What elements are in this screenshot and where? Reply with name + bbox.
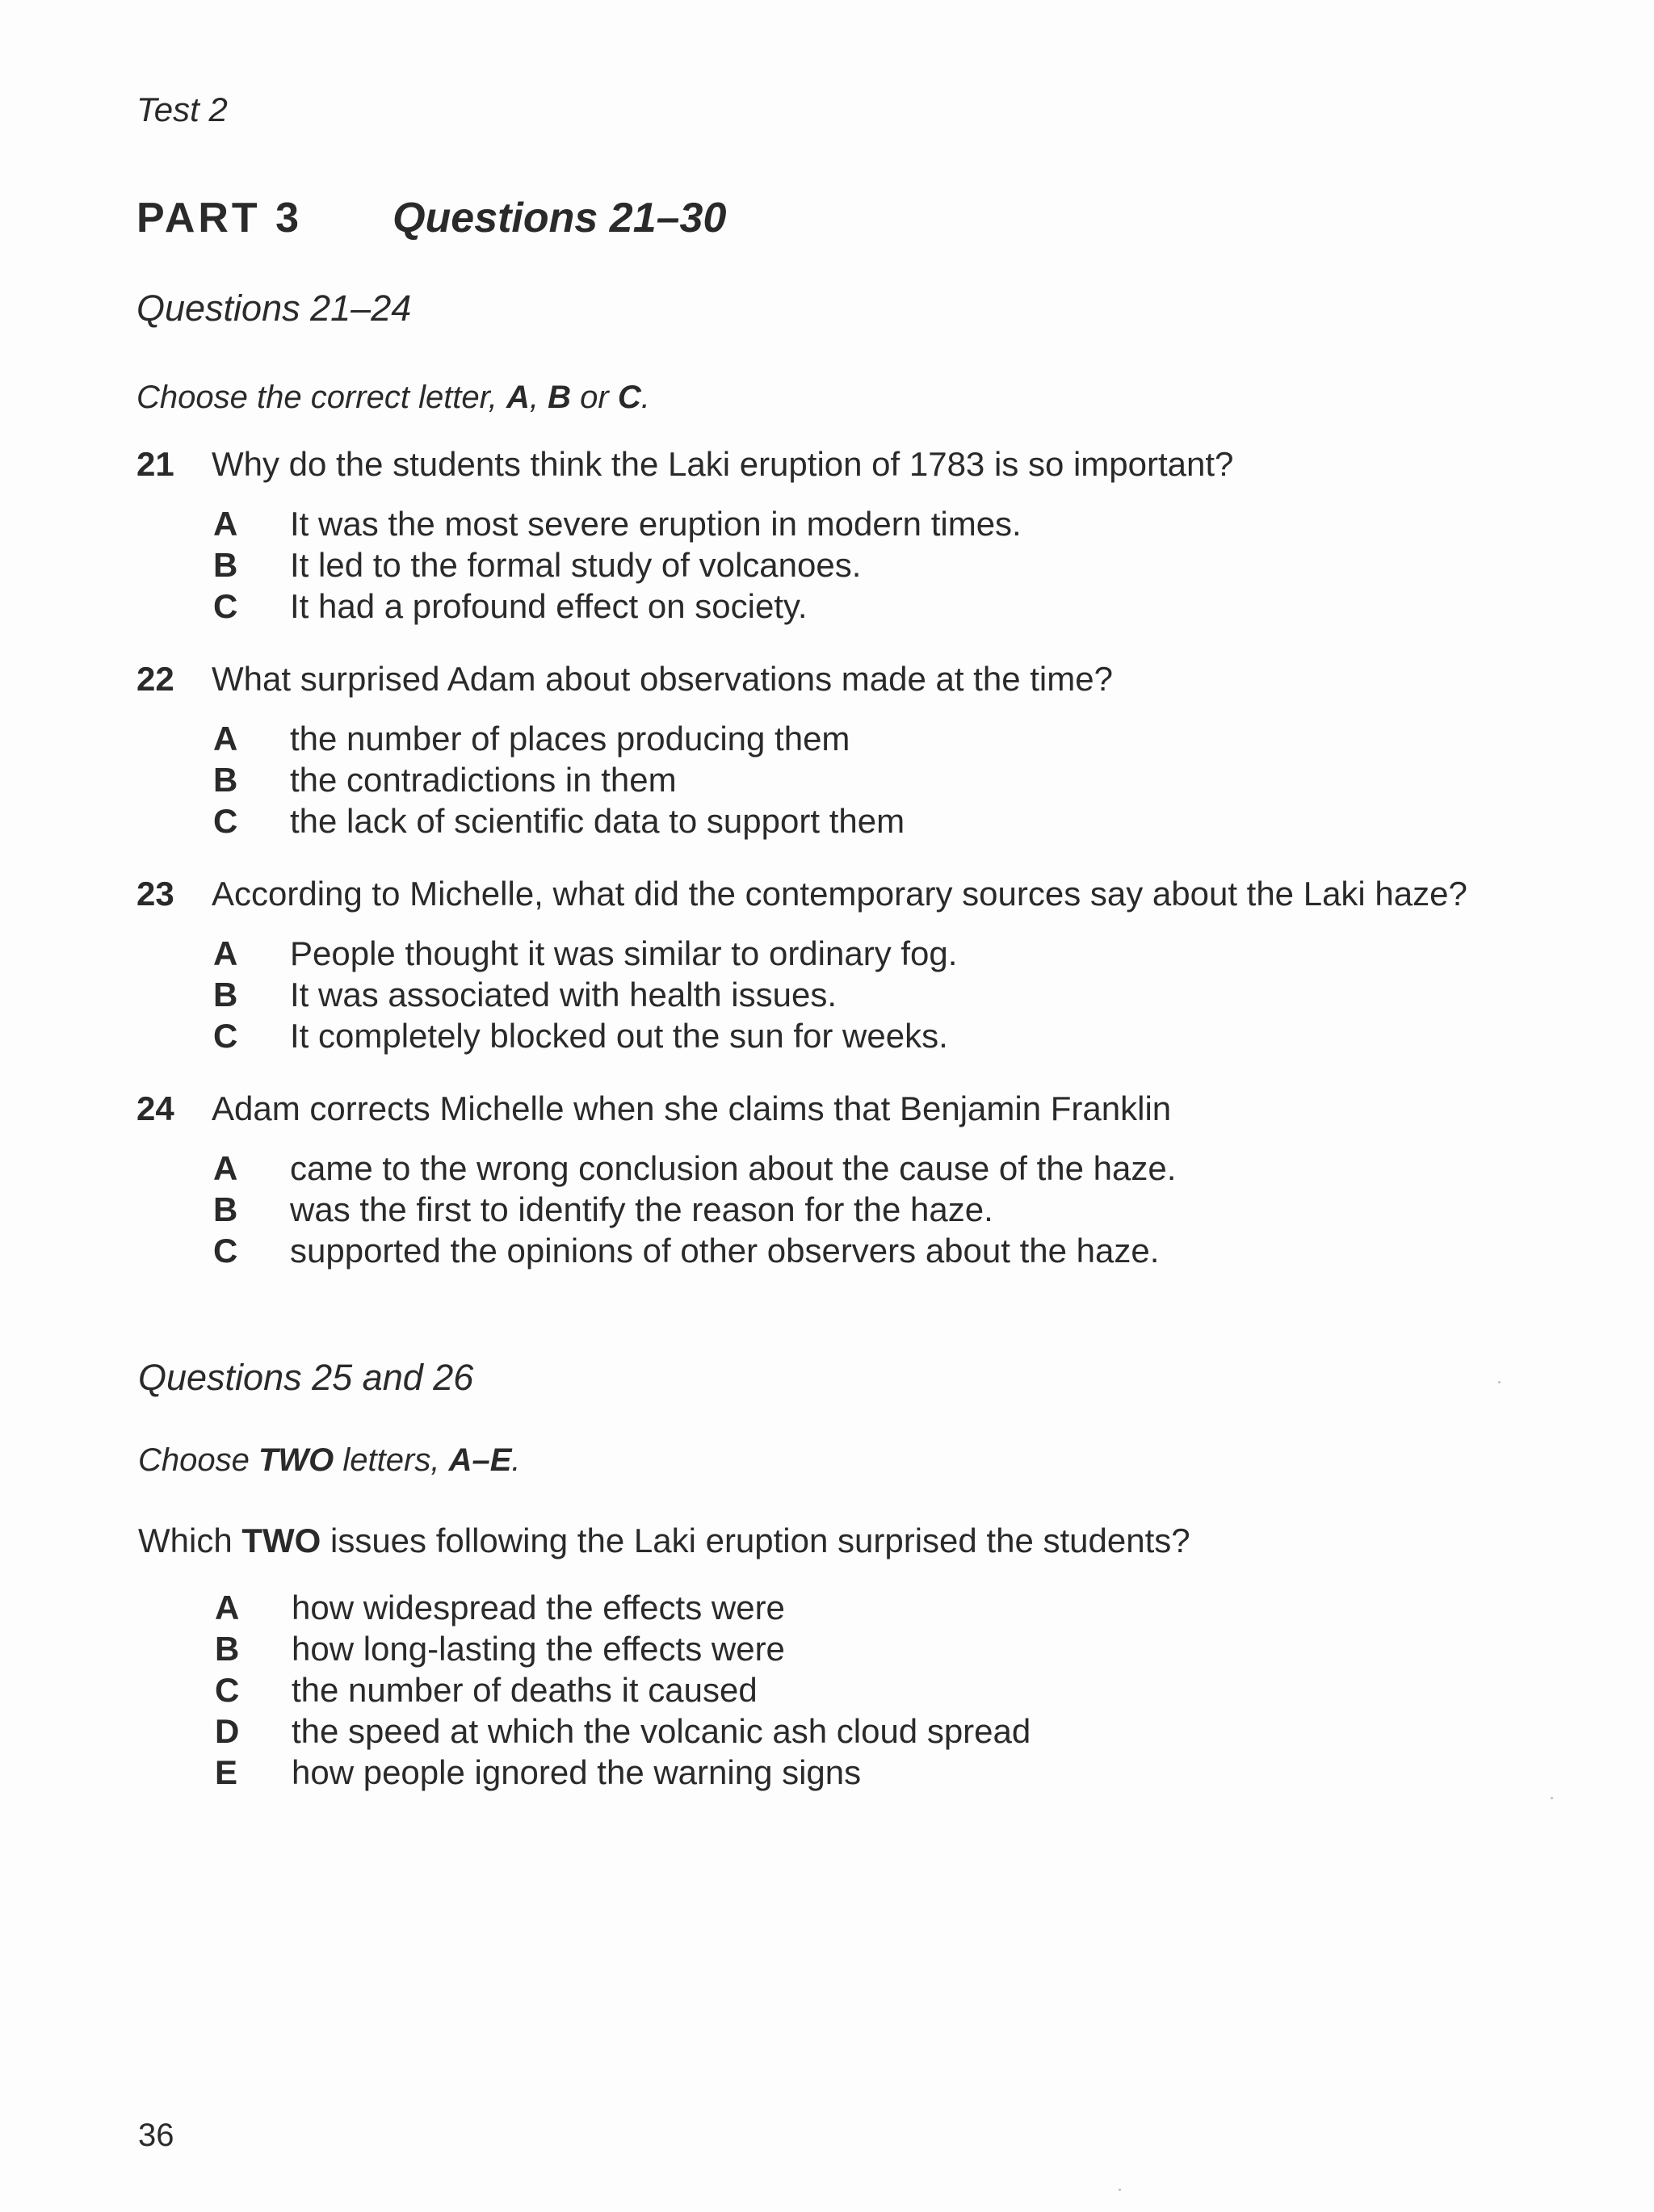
section2-instruction: Choose TWO letters, A–E.: [138, 1442, 521, 1478]
option-a: [212, 1148, 1176, 1189]
option-letter: A: [213, 719, 238, 758]
question-stem: [136, 443, 1233, 487]
option-letter: C: [213, 1231, 238, 1270]
section-title-21-24: Questions 21–24: [136, 288, 412, 329]
option-text: was the first to identify the reason for the haze.: [290, 1190, 993, 1228]
test-label: Test 2: [136, 90, 228, 128]
question-number: 21: [136, 445, 174, 483]
scan-speck: [1119, 2189, 1121, 2191]
option-text: the number of places producing them: [290, 719, 850, 758]
option-a: [212, 718, 1113, 759]
option-text: It was the most severe eruption in modern times.: [290, 504, 1022, 543]
question-21: [136, 443, 1233, 627]
question-number: 24: [136, 1089, 174, 1127]
option-c: [212, 1015, 1467, 1056]
option-letter: A: [213, 504, 238, 543]
question-24: [136, 1087, 1176, 1271]
option-text: It had a profound effect on society.: [290, 586, 808, 625]
section1-instruction: Choose the correct letter, A, B or C.: [136, 380, 650, 415]
option-letter: C: [213, 586, 238, 625]
question-text: Why do the students think the Laki eruption of 1783 is so important?: [212, 445, 1234, 483]
question-stem: [136, 657, 1113, 702]
option-b: [212, 759, 1113, 800]
option-a: [213, 1587, 1031, 1628]
option-text: the contradictions in them: [290, 760, 677, 799]
option-c: [212, 1230, 1176, 1271]
option-text: It led to the formal study of volcanoes.: [290, 545, 862, 584]
scan-speck: [1551, 1797, 1553, 1799]
answer-options: [212, 503, 1233, 627]
option-letter: C: [213, 801, 238, 840]
question-text: Adam corrects Michelle when she claims that Benjamin Franklin: [212, 1089, 1172, 1127]
option-letter: B: [215, 1630, 240, 1668]
option-text: the speed at which the volcanic ash cloud spread: [292, 1712, 1031, 1750]
option-a: [212, 933, 1467, 974]
option-a: [212, 503, 1233, 544]
question-stem: [136, 872, 1467, 917]
option-letter: A: [213, 934, 238, 972]
option-text: came to the wrong conclusion about the cause of the haze.: [290, 1148, 1177, 1187]
option-text: the lack of scientific data to support them: [290, 801, 905, 840]
scan-speck: [1498, 1381, 1501, 1383]
option-text: supported the opinions of other observers about the haze.: [290, 1231, 1160, 1270]
question-stem: [136, 1087, 1176, 1131]
answer-options: [212, 1148, 1176, 1271]
section2-question-stem: Which TWO issues following the Laki eruption surprised the students?: [138, 1522, 1190, 1559]
option-d: [213, 1710, 1031, 1752]
option-b: [212, 544, 1233, 586]
option-e: [213, 1752, 1031, 1793]
option-text: It completely blocked out the sun for weeks.: [290, 1016, 948, 1055]
option-text: the number of deaths it caused: [292, 1671, 758, 1709]
option-letter: A: [215, 1589, 240, 1626]
option-text: how widespread the effects were: [292, 1589, 785, 1626]
question-22: [136, 657, 1113, 842]
option-text: how long-lasting the effects were: [292, 1630, 785, 1668]
option-letter: D: [215, 1712, 240, 1750]
option-text: People thought it was similar to ordinary fog.: [290, 934, 958, 972]
part-heading: [136, 194, 726, 242]
part-label: PART 3: [136, 195, 303, 241]
question-text: What surprised Adam about observations made at the time?: [212, 660, 1113, 698]
option-b: [212, 974, 1467, 1015]
question-number: 23: [136, 875, 174, 913]
option-c: [213, 1669, 1031, 1710]
option-c: [212, 800, 1113, 842]
part-questions-range: Questions 21–30: [393, 195, 727, 241]
option-b: [213, 1628, 1031, 1669]
answer-options: [212, 718, 1113, 842]
option-letter: A: [213, 1148, 238, 1187]
option-c: [212, 586, 1233, 627]
option-text: how people ignored the warning signs: [292, 1753, 862, 1791]
option-letter: C: [215, 1671, 240, 1709]
option-letter: B: [213, 1190, 238, 1228]
option-letter: B: [213, 760, 238, 799]
option-text: It was associated with health issues.: [290, 975, 837, 1014]
option-letter: E: [215, 1753, 238, 1791]
answer-options: [212, 933, 1467, 1056]
question-text: According to Michelle, what did the contemporary sources say about the Laki haze?: [212, 875, 1467, 913]
option-letter: C: [213, 1016, 238, 1055]
question-23: [136, 872, 1467, 1056]
section-title-25-26: Questions 25 and 26: [138, 1357, 474, 1398]
section2-options: [213, 1587, 1031, 1793]
page-number: 36: [138, 2118, 174, 2153]
question-number: 22: [136, 660, 174, 698]
option-b: [212, 1189, 1176, 1230]
option-letter: B: [213, 975, 238, 1014]
option-letter: B: [213, 545, 238, 584]
